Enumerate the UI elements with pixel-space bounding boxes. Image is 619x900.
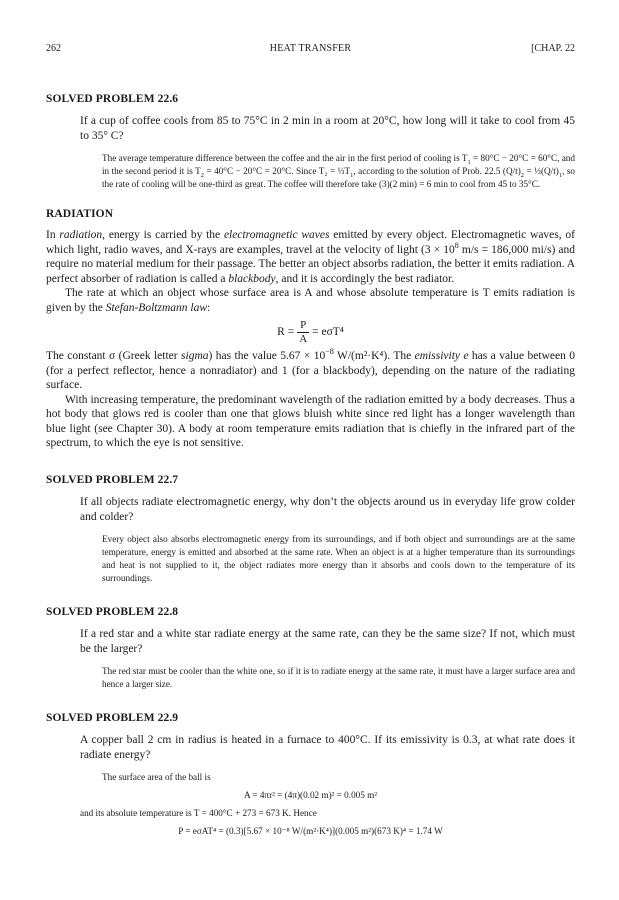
paragraph-radiation-intro: In radiation, energy is carried by the electromagnetic waves emitted by every object. Electromagnetic waves, of which light, radio waves, and X-rays are examples, travel at the velocity of light ($3 \times 10^8$ m/s = 186,000 mi/s) and require no material medium for their passage. The better an object absorbs radiation, the better it emits radiation. A perfect absorber of radiation is called a blackbody, and it is accordingly the best radiator. — [46, 229, 575, 285]
radiation-section — [46, 207, 575, 451]
problem-question: If all objects radiate electromagnetic energy, why don’t the objects around us in everyday life grow colder and colder? — [80, 495, 575, 523]
page-content — [46, 92, 575, 843]
section-heading: RADIATION — [46, 208, 114, 220]
problem-question: If a cup of coffee cools from 85 to 75°C in 2 min in a room at 20°C, how long will it take to cool from 45 to 35° C? — [80, 115, 575, 142]
solved-problem-22-8 — [46, 605, 575, 691]
problem-heading: SOLVED PROBLEM 22.6 — [46, 93, 179, 105]
chapter-title: HEAT TRANSFER — [269, 43, 352, 54]
problem-answer-temperature: and its absolute temperature is T = 400°C + 273 = 673 K. Hence — [80, 807, 317, 818]
problem-heading: SOLVED PROBLEM 22.7 — [46, 473, 179, 486]
problem-question: A copper ball 2 cm in radius is heated in a furnace to 400°C. If its emissivity is 0.3, at what rate does it radiate energy? — [80, 733, 575, 761]
problem-heading: SOLVED PROBLEM 22.9 — [46, 711, 179, 724]
stefan-boltzmann-formula: R = $\frac{P}{A}$ = eσT⁴ — [277, 318, 344, 345]
problem-question: If a red star and a white star radiate energy at the same rate, can they be the same size? If not, which must be the larger? — [80, 627, 575, 655]
paragraph-wavelength: With increasing temperature, the predominant wavelength of the radiation emitted by a body decreases. Thus a hot body that glows red is cooler than one that glows bluish white since red light has a longer wavelength than blue light (see Chapter 30). A body at room temperature emits radiation that is chiefly in the infrared part of the spectrum, to which the eye is not sensitive. — [46, 393, 575, 449]
paragraph-stefan-boltzmann: The rate at which an object whose surface area is A and whose absolute temperature is T emits radiation is given by the Stefan-Boltzmann law: — [46, 287, 575, 314]
running-head — [46, 42, 575, 56]
solved-problem-22-7 — [46, 473, 575, 585]
power-equation: P = eσAT⁴ = (0.3)[5.67 × 10⁻⁸ W/(m²·K⁴)](0.005 m²)(673 K)⁴ = 1.74 W — [178, 825, 443, 836]
problem-answer: Every object also absorbs electromagnetic energy from its surroundings, and if both object and surroundings are at the same temperature, energy is emitted and absorbed at the same rate. When an object is at a higher temperature than its surroundings and heat is not supplied to it, the object radiates more energy than it absorbs and cools down to the temperature of its surroundings. — [102, 533, 575, 583]
problem-answer: The red star must be cooler than the white one, so if it is to radiate energy at the same rate, it must have a larger surface area and hence a larger size. — [102, 665, 575, 689]
surface-area-equation: A = 4πr² = (4π)(0.02 m)² = 0.005 m² — [243, 789, 378, 800]
problem-answer: The average temperature difference between the coffee and the air in the first period of cooling is $T_1 = 80^\circ C - 20^\circ C = 60^\circ C$, and in the second period it is $T_2 = 40^\circ C - 20^\circ C = 20^\circ C$. Since $T_2 = \frac{1}{3}T_1$, according to the solution of Prob. 22.5 $(Q/t)_2$ = $\frac{1}{3}(Q/t)_1$, so the rate of cooling will be one-third as great. The coffee will therefore take (3)(2 min) = 6 min to cool from 45 to 35°C. — [102, 153, 576, 189]
problem-answer-intro: The surface area of the ball is — [102, 771, 211, 782]
solved-problem-22-9 — [46, 711, 575, 838]
problem-heading: SOLVED PROBLEM 22.8 — [46, 605, 179, 618]
chapter-label: [CHAP. 22 — [531, 43, 575, 54]
solved-problem-22-6 — [46, 92, 575, 191]
paragraph-sigma-constant: The constant σ (Greek letter sigma) has the value $5.67 \times 10^{-8}$ W/(m²·K⁴). The emissivity e has a value between 0 (for a perfect reflector, hence a nonradiator) and 1 (for a blackbody), depending on the nature of the radiating surface. — [46, 347, 575, 391]
page-number: 262 — [46, 43, 61, 54]
